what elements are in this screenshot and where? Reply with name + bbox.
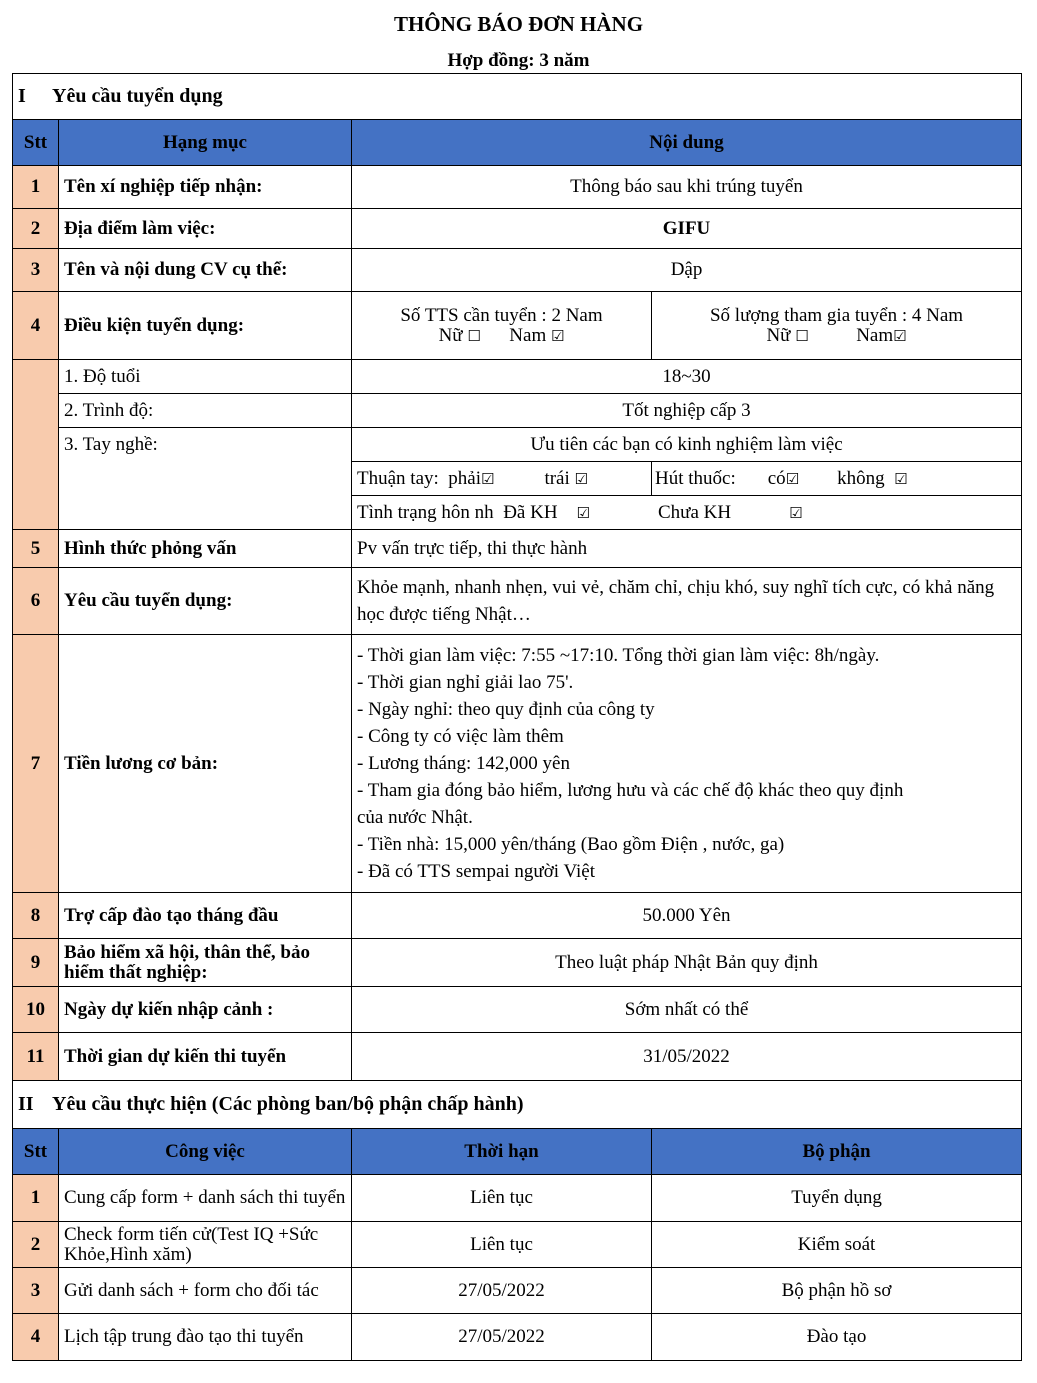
task-number: 3 (13, 1268, 59, 1314)
section-2-number: II (18, 1093, 34, 1115)
task-deadline: 27/05/2022 (352, 1268, 652, 1314)
row-value: Thông báo sau khi trúng tuyển (352, 166, 1022, 209)
row-label: Tên và nội dung CV cụ thể: (59, 249, 352, 292)
task-deadline: Liên tục (352, 1222, 652, 1268)
row-value: Theo luật pháp Nhật Bản quy định (352, 939, 1022, 987)
task-row (13, 1222, 1022, 1268)
salary-line: - Ngày nghỉ: theo quy định của công ty (357, 699, 655, 720)
handedness-label: Thuận tay: (357, 467, 439, 489)
row-label: Tên xí nghiệp tiếp nhận: (59, 166, 352, 209)
row-label: Điều kiện tuyển dụng: (59, 292, 352, 360)
table-row (13, 360, 1022, 394)
row-number: 2 (13, 209, 59, 249)
row-value: Sớm nhất có thể (352, 987, 1022, 1033)
header-stt: Stt (13, 120, 59, 166)
row-value: Dập (352, 249, 1022, 292)
age-value: 18~30 (352, 360, 1022, 394)
task-department: Tuyển dụng (652, 1175, 1022, 1222)
task-row (13, 1175, 1022, 1222)
table-row (13, 939, 1022, 987)
salary-line: - Tiền nhà: 15,000 yên/tháng (Bao gồm Điện , nước, ga) (357, 834, 785, 855)
salary-line: - Tham gia đóng bảo hiểm, lương hưu và các chế độ khác theo quy định (357, 780, 904, 801)
smoking-yes-checkbox[interactable]: ☑ (785, 469, 800, 488)
education-value: Tốt nghiệp cấp 3 (352, 394, 1022, 428)
task-row (13, 1314, 1022, 1361)
female-checkbox[interactable]: ☐ (467, 326, 481, 345)
row-value: GIFU (352, 209, 1022, 249)
single-checkbox[interactable]: ☑ (789, 503, 803, 522)
table-row (13, 209, 1022, 249)
smoking-yes-label: có (767, 467, 786, 489)
contract-term: Hợp đồng: 3 năm (447, 50, 590, 71)
smoking-no-label: không (837, 467, 885, 489)
row-number: 11 (13, 1033, 59, 1081)
right-hand-label: phải (448, 467, 481, 489)
row-label: Tiền lương cơ bản: (59, 635, 352, 893)
row-value: 50.000 Yên (352, 893, 1022, 939)
table-row (13, 987, 1022, 1033)
task-number: 2 (13, 1222, 59, 1268)
skill-label: 3. Tay nghề: (59, 428, 352, 462)
task-name: Check form tiến cử(Test IQ +Sức Khỏe,Hình xăm) (59, 1222, 352, 1268)
header-category: Hạng mục (59, 120, 352, 166)
male-checkbox[interactable]: ☑ (550, 326, 565, 345)
row-label: Bảo hiểm xã hội, thân thể, bảo hiểm thất nghiệp: (59, 939, 352, 987)
task-number: 4 (13, 1314, 59, 1361)
recruit-count-cell (352, 292, 652, 360)
page-title: THÔNG BÁO ĐƠN HÀNG (393, 12, 644, 36)
table-row (13, 394, 1022, 428)
skill-blank (59, 462, 352, 530)
table-2-header (13, 1129, 1022, 1175)
marital-cell (352, 496, 1022, 530)
married-checkbox[interactable]: ☑ (576, 503, 590, 522)
section-2-title: Yêu cầu thực hiện (Các phòng ban/bộ phận chấp hành) (52, 1093, 524, 1115)
salary-line: - Thời gian làm việc: 7:55 ~17:10. Tổng thời gian làm việc: 8h/ngày. (357, 645, 880, 666)
row-label: Trợ cấp đào tạo tháng đầu (59, 893, 352, 939)
marital-label: Tình trạng hôn nh (357, 501, 494, 523)
table-row (13, 635, 1022, 893)
row-number: 9 (13, 939, 59, 987)
table-1-header (13, 120, 1022, 166)
row-number: 6 (13, 568, 59, 635)
table-row (13, 530, 1022, 568)
recruit-count-text: Số TTS cần tuyển : 2 Nam (400, 304, 603, 326)
row-number: 3 (13, 249, 59, 292)
age-label: 1. Độ tuổi (59, 360, 352, 394)
right-hand-checkbox[interactable]: ☑ (481, 469, 495, 488)
left-hand-label: trái (544, 467, 570, 489)
task-deadline: Liên tục (352, 1175, 652, 1222)
table-row (13, 462, 1022, 496)
order-table (12, 73, 1022, 1361)
male-checkbox[interactable]: ☑ (893, 326, 907, 345)
row-number: 7 (13, 635, 59, 893)
salary-details (352, 635, 1022, 893)
table-row (13, 249, 1022, 292)
salary-line: - Lương tháng: 142,000 yên (357, 753, 570, 774)
handedness-cell (352, 462, 652, 496)
task-department: Kiểm soát (652, 1222, 1022, 1268)
row-label: Yêu cầu tuyển dụng: (59, 568, 352, 635)
row-label: Hình thức phỏng vấn (59, 530, 352, 568)
section-1-heading (13, 74, 1022, 120)
row-number: 10 (13, 987, 59, 1033)
left-hand-checkbox[interactable]: ☑ (574, 469, 588, 488)
male-label: Nam (509, 324, 547, 346)
section-1-title: Yêu cầu tuyển dụng (52, 85, 223, 107)
smoking-label: Hút thuốc: (655, 467, 736, 489)
task-row (13, 1268, 1022, 1314)
row-number-empty (13, 360, 59, 530)
section-2-heading (13, 1081, 1022, 1129)
education-label: 2. Trình độ: (59, 394, 352, 428)
male-label: Nam (856, 324, 894, 346)
table-row (13, 1033, 1022, 1081)
salary-line: - Đã có TTS sempai người Việt (357, 861, 596, 882)
task-name: Gửi danh sách + form cho đối tác (59, 1268, 352, 1314)
row-value: Khỏe mạnh, nhanh nhẹn, vui vẻ, chăm chỉ, chịu khó, suy nghĩ tích cực, có khả năng học được tiếng Nhật… (352, 568, 1022, 635)
table-row (13, 166, 1022, 209)
row-label: Thời gian dự kiến thi tuyển (59, 1033, 352, 1081)
participant-count-cell (652, 292, 1022, 360)
married-label: Đã KH (503, 501, 558, 523)
task-name: Cung cấp form + danh sách thi tuyển (59, 1175, 352, 1222)
table-row (13, 568, 1022, 635)
female-label: Nữ (766, 324, 791, 346)
row-number: 1 (13, 166, 59, 209)
task-name: Lịch tập trung đào tạo thi tuyển (59, 1314, 352, 1361)
task-deadline: 27/05/2022 (352, 1314, 652, 1361)
row-value: 31/05/2022 (352, 1033, 1022, 1081)
section-1-number: I (18, 85, 26, 107)
female-checkbox[interactable]: ☐ (795, 326, 809, 345)
salary-line: của nước Nhật. (357, 807, 473, 828)
row-number: 4 (13, 292, 59, 360)
task-department: Bộ phận hồ sơ (652, 1268, 1022, 1314)
header-content: Nội dung (352, 120, 1022, 166)
salary-line: - Công ty có việc làm thêm (357, 726, 564, 747)
task-department: Đào tạo (652, 1314, 1022, 1361)
female-label: Nữ (438, 324, 463, 346)
row-number: 5 (13, 530, 59, 568)
task-number: 1 (13, 1175, 59, 1222)
table-row (13, 292, 1022, 360)
participant-count-text: Số lượng tham gia tuyển : 4 Nam (709, 304, 964, 326)
row-label: Địa điểm làm việc: (59, 209, 352, 249)
table-row (13, 428, 1022, 462)
table-row (13, 893, 1022, 939)
single-label: Chưa KH (658, 501, 732, 523)
smoking-no-checkbox[interactable]: ☑ (894, 469, 908, 488)
salary-line: - Thời gian nghỉ giải lao 75'. (357, 672, 574, 693)
header-department: Bộ phận (652, 1129, 1022, 1175)
row-number: 8 (13, 893, 59, 939)
row-label: Ngày dự kiến nhập cảnh : (59, 987, 352, 1033)
header-deadline: Thời hạn (352, 1129, 652, 1175)
row-value: Pv vấn trực tiếp, thi thực hành (352, 530, 1022, 568)
smoking-cell (652, 462, 1022, 496)
header-stt: Stt (13, 1129, 59, 1175)
header-task: Công việc (59, 1129, 352, 1175)
skill-value: Ưu tiên các bạn có kinh nghiệm làm việc (352, 428, 1022, 462)
